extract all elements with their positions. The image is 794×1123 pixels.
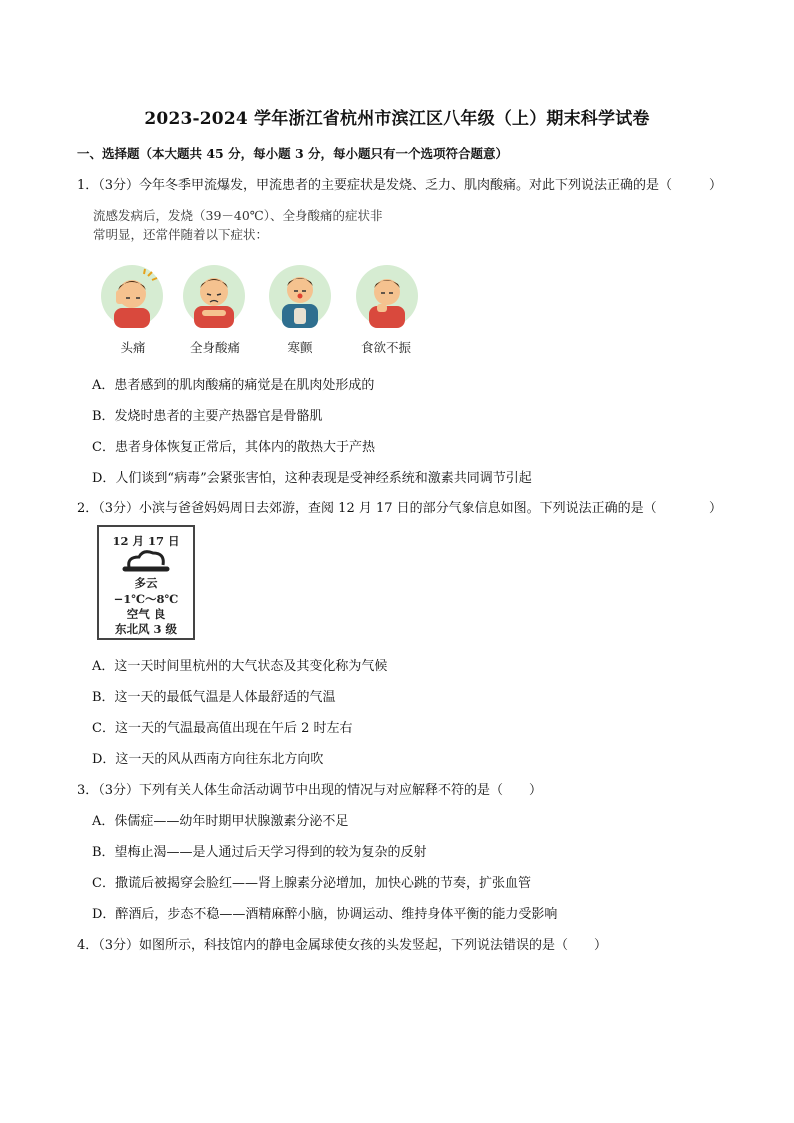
flu-text-line-1: 流感发病后，发烧（39－40℃）、全身酸痛的症状非	[93, 208, 383, 223]
q3-option-c: C．撒谎后被揭穿会脸红——肾上腺素分泌增加，加快心跳的节奏，扩张血管	[92, 876, 531, 891]
question-4-stem: 4．（3分）如图所示，科技馆内的静电金属球使女孩的头发竖起，下列说法错误的是（ ）	[77, 938, 608, 953]
weather-info-card	[97, 525, 195, 640]
flu-text-line-2: 常明显，还常伴随着以下症状：	[93, 227, 269, 242]
weather-condition: 多云	[134, 576, 158, 590]
question-2-close: ）	[709, 501, 723, 516]
symptom-label-headache: 头痛	[120, 340, 146, 355]
chills-figure	[268, 264, 332, 328]
symptom-label-appetite: 食欲不振	[360, 340, 411, 355]
q2-option-b: B．这一天的最低气温是人体最舒适的气温	[92, 690, 336, 705]
cloud-icon	[121, 549, 171, 575]
q2-option-d: D．这一天的风从西南方向往东北方向吹	[92, 752, 324, 767]
q1-option-a: A．患者感到的肌肉酸痛的痛觉是在肌肉处形成的	[92, 378, 375, 393]
weather-temperature: −1℃～8℃	[113, 592, 179, 606]
section-heading: 一、选择题（本大题共 45 分，每小题 3 分，每小题只有一个选项符合题意）	[77, 146, 509, 161]
weather-date: 12 月 17 日	[112, 534, 180, 548]
q3-option-b: B．望梅止渴——是人通过后天学习得到的较为复杂的反射	[92, 845, 427, 860]
loss-of-appetite-figure	[355, 264, 419, 328]
headache-figure	[100, 264, 164, 328]
question-1-close: ）	[709, 178, 723, 193]
q2-option-c: C．这一天的气温最高值出现在午后 2 时左右	[92, 721, 353, 736]
question-2-stem: 2．（3分）小滨与爸爸妈妈周日去郊游，查阅 12 月 17 日的部分气象信息如图。下列说法正确的是（	[77, 501, 657, 516]
q3-option-d: D．醉酒后，步态不稳——酒精麻醉小脑，协调运动、维持身体平衡的能力受影响	[92, 907, 558, 922]
q3-option-a: A．侏儒症——幼年时期甲状腺激素分泌不足	[92, 814, 349, 829]
q2-option-a: A．这一天时间里杭州的大气状态及其变化称为气候	[92, 659, 388, 674]
symptom-label-body-ache: 全身酸痛	[189, 340, 240, 355]
question-1-stem: 1．（3分）今年冬季甲流爆发，甲流患者的主要症状是发烧、乏力、肌肉酸痛。对此下列说法正确的是（	[77, 178, 673, 193]
flu-figure-text	[93, 206, 383, 244]
symptom-label-chills: 寒颤	[287, 340, 313, 355]
question-3-stem: 3．（3分）下列有关人体生命活动调节中出现的情况与对应解释不符的是（ ）	[77, 783, 543, 798]
body-ache-figure	[182, 264, 246, 328]
q1-option-c: C．患者身体恢复正常后，其体内的散热大于产热	[92, 440, 375, 455]
q1-option-b: B．发烧时患者的主要产热器官是骨骼肌	[92, 409, 323, 424]
weather-air-quality: 空气 良	[126, 607, 166, 621]
q1-option-d: D．人们谈到“病毒”会紧张害怕，这种表现是受神经系统和激素共同调节引起	[92, 471, 532, 486]
exam-title: 2023-2024 学年浙江省杭州市滨江区八年级（上）期末科学试卷	[144, 109, 650, 129]
weather-wind: 东北风 3 级	[114, 622, 177, 636]
